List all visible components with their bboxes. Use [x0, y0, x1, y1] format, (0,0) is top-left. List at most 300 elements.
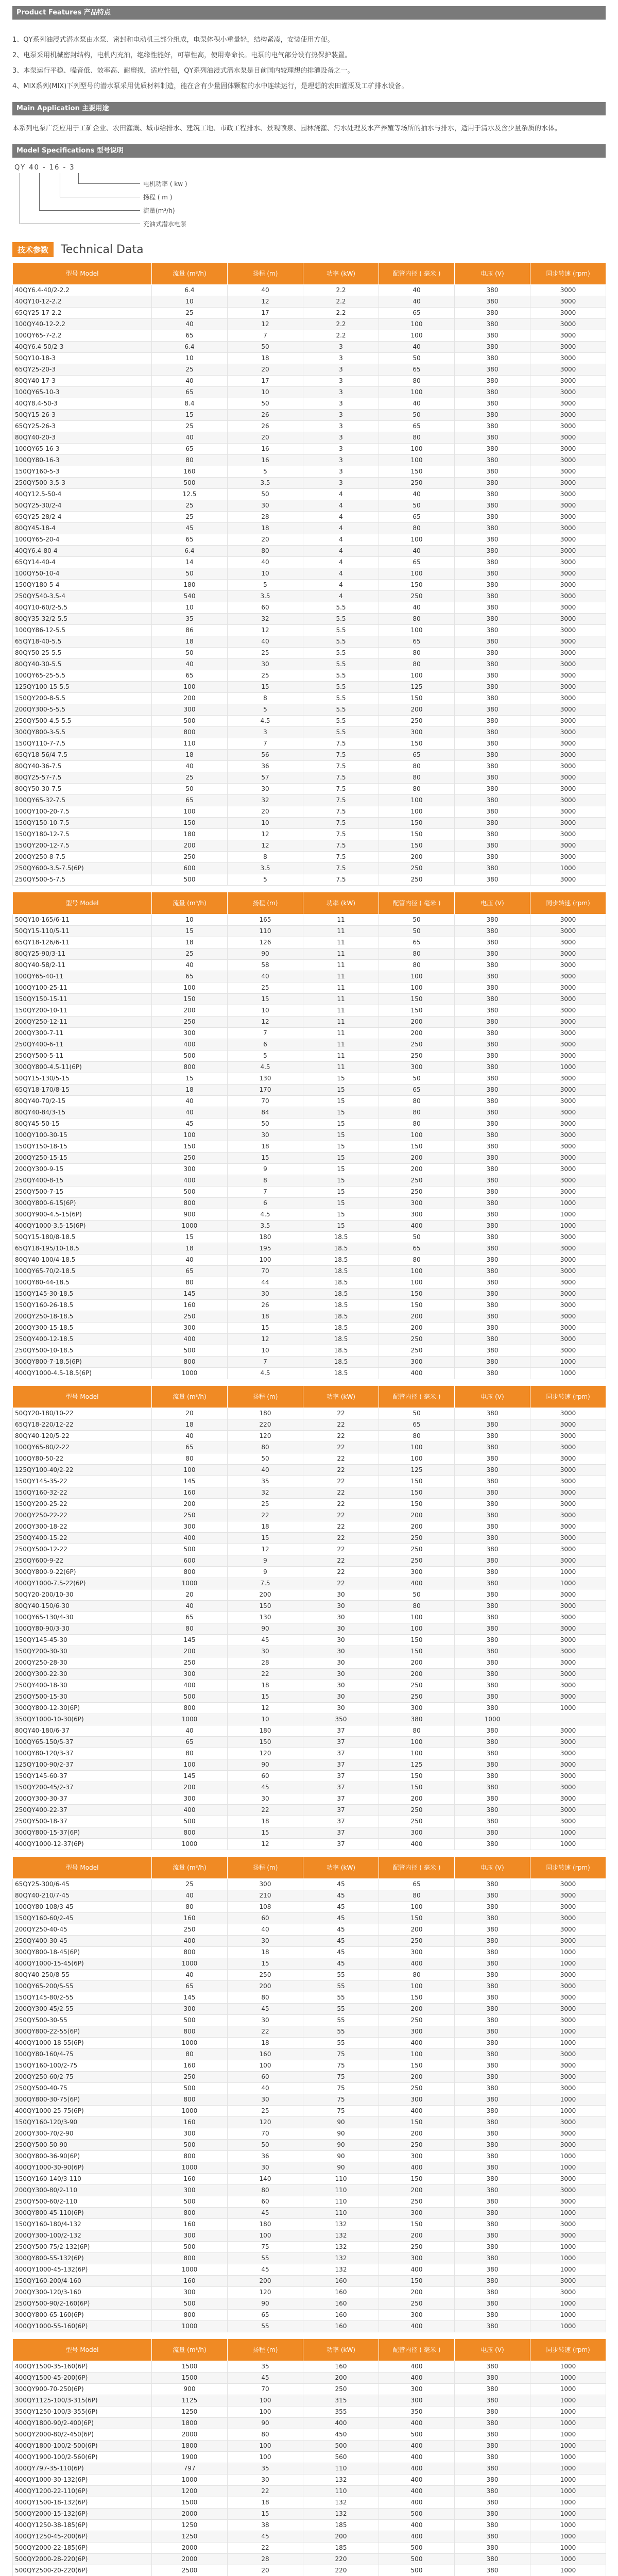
value-cell: 200 — [379, 852, 455, 863]
value-cell: 12 — [228, 840, 303, 852]
value-cell: 380 — [455, 1555, 530, 1567]
value-cell: 180 — [228, 1725, 303, 1737]
value-cell: 380 — [455, 1623, 530, 1635]
value-cell: 380 — [455, 1924, 530, 1936]
application-text: 本系列电泵广泛应用于工矿企业、农田灌溉、城市给排水、建筑工地、市政工程排水、景观喷泉、园林浇灌、污水处理及水产养殖等场所的抽水与排水，适用于清水及含少量杂质的水体。 — [12, 125, 562, 132]
value-cell: 15 — [228, 682, 303, 693]
value-cell: 380 — [455, 1357, 530, 1368]
column-header: 扬程 (m) — [228, 1857, 303, 1879]
value-cell: 80 — [379, 784, 455, 795]
table-row — [13, 994, 606, 1005]
value-cell: 500 — [152, 2083, 228, 2094]
model-cell: 200QY300-30-37 — [13, 1793, 152, 1805]
value-cell: 126 — [228, 937, 303, 948]
value-cell: 3000 — [530, 2287, 606, 2298]
model-cell: 80QY50-30-7.5 — [13, 784, 152, 795]
model-cell: 200QY250-12-11 — [13, 1016, 152, 1028]
value-cell: 15 — [228, 1691, 303, 1703]
value-cell: 500 — [152, 2015, 228, 2026]
value-cell: 1000 — [152, 1714, 228, 1725]
model-cell: 250QY500-3.5-3 — [13, 478, 152, 489]
table-row — [13, 614, 606, 625]
value-cell: 55 — [228, 2253, 303, 2264]
value-cell: 300 — [379, 2094, 455, 2106]
model-cell: 400QY1000-25-75(6P) — [13, 2106, 152, 2117]
value-cell: 160 — [303, 2287, 379, 2298]
table-row — [13, 1050, 606, 1062]
value-cell: 80 — [379, 376, 455, 387]
value-cell: 1800 — [152, 2441, 228, 2452]
value-cell: 380 — [455, 2038, 530, 2049]
value-cell: 3000 — [530, 2196, 606, 2208]
value-cell: 65 — [152, 670, 228, 682]
value-cell: 3000 — [530, 1510, 606, 1521]
value-cell: 380 — [455, 1879, 530, 1890]
table-row — [13, 1839, 606, 1850]
value-cell: 150 — [379, 2276, 455, 2287]
value-cell: 14 — [152, 557, 228, 568]
model-cell: 65QY18-126/6-11 — [13, 937, 152, 948]
value-cell: 65 — [379, 937, 455, 948]
value-cell: 22 — [303, 1453, 379, 1465]
value-cell: 3000 — [530, 659, 606, 670]
model-cell: 300QY800-36-90(6P) — [13, 2151, 152, 2162]
value-cell: 45 — [228, 2004, 303, 2015]
value-cell: 35 — [228, 1476, 303, 1487]
value-cell: 3000 — [530, 2174, 606, 2185]
model-cell: 40QY12.5-50-4 — [13, 489, 152, 500]
model-cell: 40QY6.4-40/2-2.2 — [13, 285, 152, 296]
value-cell: 380 — [455, 874, 530, 886]
value-cell: 3000 — [530, 376, 606, 387]
value-cell: 3000 — [530, 727, 606, 738]
value-cell: 55 — [303, 2015, 379, 2026]
table-row — [13, 818, 606, 829]
table-row — [13, 2372, 606, 2384]
value-cell: 3000 — [530, 2185, 606, 2196]
column-header: 同步转速 (rpm) — [530, 2339, 606, 2361]
value-cell: 3 — [303, 364, 379, 376]
value-cell: 145 — [152, 1289, 228, 1300]
value-cell: 380 — [455, 376, 530, 387]
value-cell: 380 — [455, 591, 530, 602]
value-cell: 50 — [228, 1118, 303, 1130]
value-cell: 380 — [455, 738, 530, 750]
value-cell: 7.5 — [303, 761, 379, 772]
value-cell: 1000 — [152, 1958, 228, 1970]
value-cell: 200 — [152, 1005, 228, 1016]
model-cell: 250QY500-7-15 — [13, 1187, 152, 1198]
value-cell: 100 — [228, 2395, 303, 2406]
value-cell: 150 — [379, 1476, 455, 1487]
value-cell: 22 — [228, 1669, 303, 1680]
value-cell: 1000 — [530, 2361, 606, 2372]
value-cell: 380 — [455, 2531, 530, 2543]
value-cell: 11 — [303, 994, 379, 1005]
value-cell: 3000 — [530, 1476, 606, 1487]
value-cell: 380 — [455, 2162, 530, 2174]
value-cell: 37 — [303, 1782, 379, 1793]
model-cell: 250QY400-18-30 — [13, 1680, 152, 1691]
model-cell: 100QY80-120/3-37 — [13, 1748, 152, 1759]
value-cell: 380 — [455, 2140, 530, 2151]
value-cell: 3000 — [530, 387, 606, 398]
value-cell: 380 — [455, 2395, 530, 2406]
table-row — [13, 478, 606, 489]
column-header: 电压 (V) — [455, 263, 530, 285]
value-cell: 380 — [455, 2463, 530, 2475]
table-row — [13, 2486, 606, 2497]
value-cell: 75 — [303, 2060, 379, 2072]
table-row — [13, 2452, 606, 2463]
model-cell: 100QY80-108/3-45 — [13, 1902, 152, 1913]
value-cell: 200 — [379, 1793, 455, 1805]
value-cell: 500 — [379, 2543, 455, 2554]
value-cell: 145 — [152, 1992, 228, 2004]
model-cell: 100QY40-12-2.2 — [13, 319, 152, 330]
value-cell: 250 — [379, 1187, 455, 1198]
model-cell: 100QY80-90/3-30 — [13, 1623, 152, 1635]
value-cell: 500 — [152, 1691, 228, 1703]
value-cell: 25 — [152, 772, 228, 784]
value-cell: 7.5 — [303, 806, 379, 818]
value-cell: 100 — [379, 1453, 455, 1465]
value-cell: 3000 — [530, 2004, 606, 2015]
value-cell: 200 — [379, 1311, 455, 1323]
value-cell: 65 — [152, 387, 228, 398]
model-cell: 250QY500-15-30 — [13, 1691, 152, 1703]
value-cell: 3000 — [530, 772, 606, 784]
table-row — [13, 840, 606, 852]
value-cell: 32 — [228, 1487, 303, 1499]
value-cell: 40 — [152, 1601, 228, 1612]
value-cell: 3000 — [530, 948, 606, 960]
value-cell: 380 — [455, 1902, 530, 1913]
value-cell: 3 — [303, 398, 379, 410]
value-cell: 250 — [152, 1153, 228, 1164]
value-cell: 65 — [152, 444, 228, 455]
value-cell: 60 — [228, 2196, 303, 2208]
value-cell: 15 — [303, 1153, 379, 1164]
value-cell: 80 — [379, 772, 455, 784]
model-cell: 80QY40-30-5.5 — [13, 659, 152, 670]
value-cell: 380 — [455, 1725, 530, 1737]
value-cell: 65 — [152, 1737, 228, 1748]
table-row — [13, 829, 606, 840]
value-cell: 18 — [228, 1947, 303, 1958]
table-row — [13, 1130, 606, 1141]
value-cell: 380 — [455, 806, 530, 818]
value-cell: 380 — [455, 1062, 530, 1073]
value-cell: 3000 — [530, 2060, 606, 2072]
value-cell: 3000 — [530, 512, 606, 523]
model-cell: 200QY300-100/2-132 — [13, 2230, 152, 2242]
value-cell: 12 — [228, 625, 303, 636]
value-cell: 3000 — [530, 1913, 606, 1924]
model-cell: 150QY110-7-7.5 — [13, 738, 152, 750]
value-cell: 380 — [455, 937, 530, 948]
model-cell: 150QY160-140/3-110 — [13, 2174, 152, 2185]
value-cell: 3 — [303, 353, 379, 364]
value-cell: 380 — [455, 2196, 530, 2208]
table-row — [13, 2128, 606, 2140]
value-cell: 100 — [152, 1465, 228, 1476]
value-cell: 380 — [455, 1827, 530, 1839]
value-cell: 250 — [379, 1936, 455, 1947]
table-row — [13, 2475, 606, 2486]
value-cell: 1000 — [530, 2475, 606, 2486]
value-cell: 300 — [379, 2395, 455, 2406]
table-row — [13, 1936, 606, 1947]
value-cell: 380 — [455, 432, 530, 444]
value-cell: 1000 — [530, 2384, 606, 2395]
value-cell: 5 — [228, 466, 303, 478]
value-cell: 140 — [228, 2174, 303, 2185]
value-cell: 3.5 — [228, 1221, 303, 1232]
value-cell: 3000 — [530, 1759, 606, 1771]
value-cell: 65 — [379, 1084, 455, 1096]
model-cell: 150QY160-32-22 — [13, 1487, 152, 1499]
value-cell: 30 — [303, 1669, 379, 1680]
value-cell: 380 — [455, 2128, 530, 2140]
model-cell: 100QY50-10-4 — [13, 568, 152, 580]
value-cell: 185 — [303, 2520, 379, 2531]
model-cell: 50QY15-110/5-11 — [13, 926, 152, 937]
value-cell: 55 — [228, 2321, 303, 2332]
model-cell: 150QY180-12-7.5 — [13, 829, 152, 840]
value-cell: 30 — [303, 1601, 379, 1612]
table-row — [13, 693, 606, 704]
table-row — [13, 2520, 606, 2531]
value-cell: 180 — [228, 1408, 303, 1419]
value-cell: 3.5 — [228, 478, 303, 489]
value-cell: 7.5 — [303, 863, 379, 874]
value-cell: 32 — [228, 614, 303, 625]
model-cell: 80QY35-32/2-5.5 — [13, 614, 152, 625]
model-cell: 400QY1500-45-200(6P) — [13, 2372, 152, 2384]
value-cell: 120 — [228, 2117, 303, 2128]
value-cell: 220 — [303, 2554, 379, 2565]
model-cell: 200QY250-60/2-75 — [13, 2072, 152, 2083]
value-cell: 200 — [379, 2072, 455, 2083]
value-cell: 300 — [152, 2185, 228, 2196]
value-cell: 300 — [152, 1028, 228, 1039]
value-cell: 380 — [455, 1981, 530, 1992]
table-row — [13, 1255, 606, 1266]
table-row — [13, 319, 606, 330]
value-cell: 380 — [455, 1198, 530, 1209]
value-cell: 1000 — [530, 2151, 606, 2162]
value-cell: 145 — [152, 1771, 228, 1782]
table-row — [13, 852, 606, 863]
value-cell: 37 — [303, 1793, 379, 1805]
model-cell: 250QY500-5-7.5 — [13, 874, 152, 886]
value-cell: 3000 — [530, 1669, 606, 1680]
value-cell: 80 — [379, 1725, 455, 1737]
model-code: QY 40 - 16 - 3 — [14, 164, 75, 172]
value-cell: 3000 — [530, 971, 606, 982]
value-cell: 2000 — [152, 2509, 228, 2520]
value-cell: 250 — [379, 1050, 455, 1062]
column-header: 配管内径 ( 毫米 ) — [379, 892, 455, 914]
value-cell: 30 — [303, 1657, 379, 1669]
value-cell: 180 — [152, 829, 228, 840]
value-cell: 250 — [379, 1805, 455, 1816]
value-cell: 50 — [228, 489, 303, 500]
value-cell: 35 — [152, 614, 228, 625]
table-row — [13, 2185, 606, 2196]
model-cell: 80QY40-100/4-18.5 — [13, 1255, 152, 1266]
value-cell: 25 — [152, 1879, 228, 1890]
model-cell: 250QY500-30-55 — [13, 2015, 152, 2026]
table-row — [13, 1476, 606, 1487]
value-cell: 3000 — [530, 2276, 606, 2287]
value-cell: 3000 — [530, 750, 606, 761]
table-row — [13, 1657, 606, 1669]
value-cell: 100 — [379, 1623, 455, 1635]
value-cell: 5.5 — [303, 693, 379, 704]
model-cell: 250QY500-75/2-132(6P) — [13, 2242, 152, 2253]
table-row — [13, 364, 606, 376]
value-cell: 1000 — [530, 2463, 606, 2475]
value-cell: 11 — [303, 1028, 379, 1039]
table-row — [13, 2264, 606, 2276]
features-heading: Product Features 产品特点 — [12, 6, 606, 20]
value-cell: 11 — [303, 1039, 379, 1050]
value-cell: 3000 — [530, 466, 606, 478]
table-row — [13, 1902, 606, 1913]
value-cell: 3 — [303, 478, 379, 489]
table-row — [13, 1039, 606, 1050]
table-row — [13, 1879, 606, 1890]
value-cell: 300 — [152, 1669, 228, 1680]
value-cell: 380 — [455, 1487, 530, 1499]
table-row — [13, 874, 606, 886]
value-cell: 1000 — [530, 2298, 606, 2310]
value-cell: 18 — [228, 1521, 303, 1533]
value-cell: 185 — [303, 2543, 379, 2554]
model-cell: 300QY800-15-37(6P) — [13, 1827, 152, 1839]
value-cell: 250 — [152, 2072, 228, 2083]
table-row — [13, 716, 606, 727]
table-row — [13, 557, 606, 568]
table-row — [13, 1062, 606, 1073]
value-cell: 11 — [303, 960, 379, 971]
value-cell: 1000 — [530, 2565, 606, 2576]
value-cell: 600 — [152, 863, 228, 874]
value-cell: 80 — [228, 2429, 303, 2441]
value-cell: 80 — [379, 1118, 455, 1130]
value-cell: 250 — [379, 1680, 455, 1691]
value-cell: 4.5 — [228, 1368, 303, 1379]
value-cell: 3000 — [530, 1107, 606, 1118]
value-cell: 40 — [152, 1890, 228, 1902]
value-cell: 26 — [228, 421, 303, 432]
value-cell: 380 — [455, 568, 530, 580]
value-cell: 3000 — [530, 1255, 606, 1266]
value-cell: 50 — [228, 2140, 303, 2151]
value-cell: 30 — [303, 1646, 379, 1657]
value-cell: 5.5 — [303, 682, 379, 693]
value-cell: 380 — [455, 1419, 530, 1431]
value-cell: 380 — [455, 2287, 530, 2298]
value-cell: 3000 — [530, 1890, 606, 1902]
value-cell: 380 — [455, 1589, 530, 1601]
table-row — [13, 1759, 606, 1771]
value-cell: 4 — [303, 557, 379, 568]
table-row — [13, 2310, 606, 2321]
value-cell: 18.5 — [303, 1300, 379, 1311]
value-cell: 100 — [152, 806, 228, 818]
value-cell: 18 — [228, 2038, 303, 2049]
value-cell: 10 — [228, 1714, 303, 1725]
value-cell: 15 — [303, 1118, 379, 1130]
value-cell: 400 — [379, 2372, 455, 2384]
value-cell: 90 — [303, 2151, 379, 2162]
value-cell: 26 — [228, 410, 303, 421]
table-row — [13, 2276, 606, 2287]
value-cell: 5.5 — [303, 704, 379, 716]
model-cell: 80QY50-25-5.5 — [13, 648, 152, 659]
value-cell: 200 — [379, 2287, 455, 2298]
value-cell: 1900 — [152, 2452, 228, 2463]
table-row — [13, 1141, 606, 1153]
value-cell: 3000 — [530, 546, 606, 557]
value-cell: 50 — [228, 342, 303, 353]
value-cell: 380 — [455, 1096, 530, 1107]
value-cell — [530, 1714, 606, 1725]
value-cell: 37 — [303, 1839, 379, 1850]
value-cell: 100 — [379, 971, 455, 982]
model-cell: 200QY250-8-7.5 — [13, 852, 152, 863]
value-cell: 400 — [379, 2463, 455, 2475]
value-cell: 150 — [379, 994, 455, 1005]
value-cell: 3000 — [530, 1323, 606, 1334]
model-cell: 250QY400-30-45 — [13, 1936, 152, 1947]
value-cell: 80 — [379, 432, 455, 444]
value-cell: 200 — [152, 1782, 228, 1793]
value-cell: 15 — [303, 1107, 379, 1118]
table-row — [13, 1567, 606, 1578]
value-cell: 100 — [379, 330, 455, 342]
value-cell: 500 — [152, 1816, 228, 1827]
model-cell: 125QY100-90/2-37 — [13, 1759, 152, 1771]
value-cell: 500 — [152, 716, 228, 727]
model-cell: 65QY14-40-4 — [13, 557, 152, 568]
value-cell: 15 — [228, 2509, 303, 2520]
value-cell: 1000 — [530, 2509, 606, 2520]
value-cell: 18.5 — [303, 1232, 379, 1243]
value-cell: 100 — [228, 1255, 303, 1266]
value-cell: 380 — [455, 1005, 530, 1016]
model-cell: 150QY150-18-15 — [13, 1141, 152, 1153]
value-cell: 380 — [455, 2452, 530, 2463]
table-row — [13, 2049, 606, 2060]
value-cell: 18.5 — [303, 1345, 379, 1357]
value-cell: 110 — [303, 2486, 379, 2497]
value-cell: 70 — [228, 2128, 303, 2140]
value-cell: 380 — [455, 2230, 530, 2242]
model-cell: 100QY65-130/4-30 — [13, 1612, 152, 1623]
value-cell: 3000 — [530, 2015, 606, 2026]
value-cell: 15 — [303, 1175, 379, 1187]
value-cell: 40 — [228, 971, 303, 982]
value-cell: 380 — [455, 1084, 530, 1096]
value-cell: 3000 — [530, 1805, 606, 1816]
value-cell: 160 — [303, 2298, 379, 2310]
value-cell: 7.5 — [303, 840, 379, 852]
value-cell: 125 — [379, 682, 455, 693]
